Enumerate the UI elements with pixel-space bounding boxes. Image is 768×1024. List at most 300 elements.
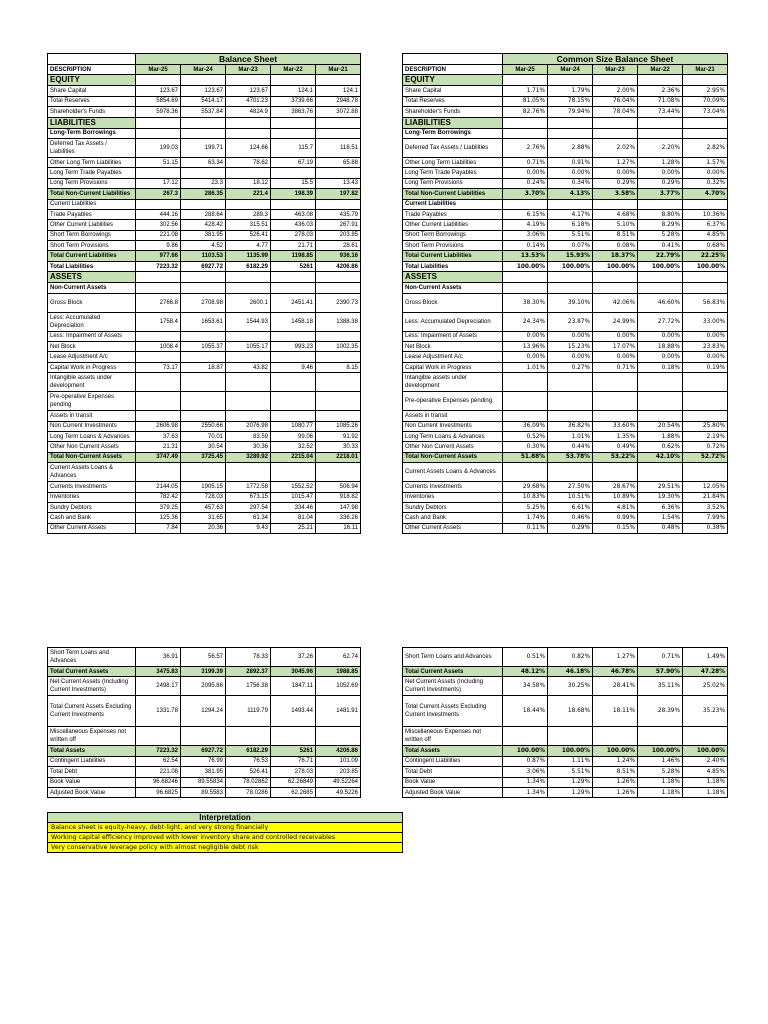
row-value [181,411,226,421]
row-value: 6.36% [638,502,683,512]
title-spacer [403,54,503,65]
interpretation-line: Working capital efficiency improved with lower inventory share and controlled receivables [48,833,403,843]
row-value: 4.85% [683,767,728,777]
row-value: 2095.86 [181,677,226,696]
row-value: 0.00% [503,168,548,178]
row-value [271,128,316,138]
table-row [403,138,728,157]
row-value: 100.00% [683,746,728,756]
row-value [683,727,728,746]
row-value [593,411,638,421]
row-label: Share Capital [48,86,136,96]
row-value: 278.03 [271,767,316,777]
row-label: Total Reserves [403,96,503,106]
row-value [271,392,316,411]
table-row [48,513,361,523]
row-value [136,352,181,362]
row-value: 0.18% [638,362,683,372]
row-label: Long Term Provisions [48,178,136,188]
row-value: 124.66 [226,138,271,157]
row-value: 1.11% [548,756,593,766]
row-value [271,199,316,209]
row-label: Net Current Assets (Including Current Investments) [48,677,136,696]
row-value: 0.00% [548,168,593,178]
row-label: Total Current Liabilities [48,251,136,261]
table-row [403,272,728,283]
row-label: Non Current Investments [48,421,136,431]
table-row [403,482,728,492]
table-row [403,513,728,523]
row-value: 1481.91 [316,696,361,727]
row-label: ASSETS [48,272,136,283]
row-value: 100.00% [503,746,548,756]
row-value [316,411,361,421]
row-value: 52.72% [683,452,728,462]
row-value: 1.18% [683,787,728,797]
column-header: Mar-24 [181,65,226,75]
row-value: 1135.99 [226,251,271,261]
row-value: 0.00% [593,168,638,178]
table-row [403,421,728,431]
row-value: 100.00% [548,261,593,271]
column-header: Mar-25 [503,65,548,75]
row-label: Lease Adjustment A/c [48,352,136,362]
table-row [48,209,361,219]
row-value [136,117,181,128]
row-value: 5.10% [593,220,638,230]
row-value: 5.28% [638,230,683,240]
row-label: Total Non-Current Assets [48,452,136,462]
row-value: 28.39% [638,696,683,727]
row-value: 1002.35 [316,342,361,352]
row-value: 2218.01 [316,452,361,462]
row-value [316,727,361,746]
row-value: 25.80% [683,421,728,431]
row-value [638,272,683,283]
row-value: 28.41% [593,677,638,696]
row-label: Less: Impairment of Assets [403,331,503,341]
row-label: EQUITY [403,75,503,86]
row-value [548,392,593,411]
row-label: Contingent Liabilities [48,756,136,766]
row-value: 15.5 [271,178,316,188]
row-value: 0.08% [593,241,638,251]
row-value: 78.33 [226,648,271,667]
row-value: 82.76% [503,107,548,117]
row-value: 79.94% [548,107,593,117]
row-value: 1.28% [638,157,683,167]
row-value [503,463,548,482]
row-label: Short Term Provisions [403,241,503,251]
row-value [181,463,226,482]
row-value: 2.40% [683,756,728,766]
row-value: 1905.15 [181,482,226,492]
row-value: 0.41% [638,241,683,251]
row-value: 5.25% [503,502,548,512]
table-row [403,312,728,331]
row-value: 506.94 [316,482,361,492]
row-label: Miscellaneous Expenses not written off [403,727,503,746]
row-label: Total Current Liabilities [403,251,503,261]
row-value: 33.60% [593,421,638,431]
row-value: 18.11% [593,696,638,727]
row-value [638,373,683,392]
row-value: 302.56 [136,220,181,230]
row-value: 76.71 [271,756,316,766]
row-value [316,117,361,128]
row-value: 1.88% [638,431,683,441]
row-label: Other Long Term Liabilities [403,157,503,167]
row-value: 203.85 [316,767,361,777]
row-label: Other Long Term Liabilities [48,157,136,167]
row-value: 4701.23 [226,96,271,106]
row-value: 10.83% [503,492,548,502]
row-label: Current Assets Loans & Advances [403,463,503,482]
row-value: 5.28% [638,767,683,777]
row-value [226,331,271,341]
row-value [503,283,548,293]
row-value: 5978.36 [136,107,181,117]
row-value [316,463,361,482]
row-value: 23.83% [683,342,728,352]
row-value: 6.18% [548,220,593,230]
row-label: Lease Adjustment A/c [403,352,503,362]
row-value [181,392,226,411]
row-label: Total Current Assets Excluding Current Investments [403,696,503,727]
row-value: 147.98 [316,502,361,512]
row-value: 2892.37 [226,667,271,677]
row-value [316,331,361,341]
row-value: 22.79% [638,251,683,261]
row-label: Long-Term Borrowings [403,128,503,138]
row-value [226,117,271,128]
table-row [403,189,728,199]
row-value: 7.99% [683,513,728,523]
row-label: Total Non-Current Assets [403,452,503,462]
row-value: 16.11 [316,523,361,533]
row-value: 918.82 [316,492,361,502]
row-value: 0.15% [593,523,638,533]
row-value: 2600.1 [226,293,271,312]
row-value: 4824.9 [226,107,271,117]
row-value: 6182.29 [226,746,271,756]
row-value: 0.00% [548,352,593,362]
row-value: 4.17% [548,209,593,219]
row-value [226,272,271,283]
row-value: 278.03 [271,230,316,240]
row-value: 1015.47 [271,492,316,502]
table-row [403,331,728,341]
table-row [403,251,728,261]
row-value: 1119.79 [226,696,271,727]
table-row [48,696,361,727]
row-value [136,727,181,746]
row-value: 32.52 [271,442,316,452]
row-value [638,392,683,411]
table-row [48,767,361,777]
row-value [548,272,593,283]
row-value [136,392,181,411]
row-value: 1756.38 [226,677,271,696]
row-value: 1.26% [593,777,638,787]
row-value: 1.18% [638,777,683,787]
row-value [136,411,181,421]
table-row [403,696,728,727]
row-value: 70.09% [683,96,728,106]
row-value: 24.34% [503,312,548,331]
row-label: Assets in transit [403,411,503,421]
row-value: 10.36% [683,209,728,219]
row-value: 2.76% [503,138,548,157]
row-value: 118.51 [316,138,361,157]
table-row [48,261,361,271]
row-value [548,128,593,138]
row-value: 46.78% [593,667,638,677]
row-value: 81.04 [271,513,316,523]
row-value: 76.53 [226,756,271,766]
row-value: 297.54 [226,502,271,512]
column-header: Mar-21 [316,65,361,75]
row-value [271,272,316,283]
table-row [48,96,361,106]
row-label: Other Current Assets [403,523,503,533]
row-label: Total Assets [403,746,503,756]
row-value [226,392,271,411]
row-value [593,117,638,128]
row-value [316,168,361,178]
table-row [403,492,728,502]
row-value [683,392,728,411]
row-value: 9.43 [226,523,271,533]
row-value [593,272,638,283]
row-value: 1493.44 [271,696,316,727]
row-value [548,283,593,293]
row-value: 0.00% [593,331,638,341]
row-label: Shareholder's Funds [403,107,503,117]
row-value [503,199,548,209]
row-value: 53.22% [593,452,638,462]
row-label: Inventories [48,492,136,502]
table-row [48,362,361,372]
row-value [638,75,683,86]
table-row [403,178,728,188]
row-value: 100.00% [638,746,683,756]
row-value [271,75,316,86]
row-value [316,392,361,411]
row-value: 1.01% [503,362,548,372]
table-row [403,241,728,251]
table-row [48,189,361,199]
row-value: 4.81% [593,502,638,512]
row-label: Current Liabilities [48,199,136,209]
row-value: 0.00% [683,331,728,341]
row-label: Long Term Trade Payables [48,168,136,178]
row-value [316,128,361,138]
row-value [503,373,548,392]
row-value: 34.58% [503,677,548,696]
table-row [48,157,361,167]
row-value [271,463,316,482]
row-value: 51.15 [136,157,181,167]
row-label: Long Term Loans & Advances [48,431,136,441]
row-value [271,117,316,128]
row-label: Net Block [48,342,136,352]
row-value: 1.34% [503,787,548,797]
row-value: 1103.53 [181,251,226,261]
row-value: 47.28% [683,667,728,677]
row-value: 1.01% [548,431,593,441]
row-label: Current Liabilities [403,199,503,209]
row-value: 99.06 [271,431,316,441]
row-label: Total Liabilities [48,261,136,271]
row-value [503,128,548,138]
table-row [403,667,728,677]
row-value: 31.65 [181,513,226,523]
row-value: 1388.38 [316,312,361,331]
table-row [403,107,728,117]
row-value: 1.57% [683,157,728,167]
row-value: 0.82% [548,648,593,667]
row-value [181,199,226,209]
table-row [48,411,361,421]
row-value: 1.26% [593,787,638,797]
column-header: Mar-21 [683,65,728,75]
row-label: Total Current Assets Excluding Current Investments [48,696,136,727]
row-value: 2390.73 [316,293,361,312]
row-value: 2.88% [548,138,593,157]
table-row [403,727,728,746]
table-row [48,727,361,746]
row-value: 18.37% [593,251,638,261]
row-label: Currents Investments [403,482,503,492]
balance-sheet-table [47,53,361,534]
row-value: 49.5226 [316,787,361,797]
row-value: 2144.05 [136,482,181,492]
table-row [48,777,361,787]
row-value: 8.51% [593,767,638,777]
row-value: 0.49% [593,442,638,452]
row-value [503,75,548,86]
row-label: Non Current Investments [403,421,503,431]
row-value: 49.52264 [316,777,361,787]
row-label: Adjusted Book Value [403,787,503,797]
table-row [48,178,361,188]
table-row [403,787,728,797]
table-title: Balance Sheet [136,54,361,65]
row-value: 379.25 [136,502,181,512]
row-label: Shareholder's Funds [48,107,136,117]
row-value: 334.46 [271,502,316,512]
row-value: 4.70% [683,189,728,199]
row-value [271,411,316,421]
row-value: 13.43 [316,178,361,188]
row-value: 444.16 [136,209,181,219]
table-row [403,502,728,512]
row-value: 73.44% [638,107,683,117]
row-value [683,117,728,128]
row-value: 123.67 [226,86,271,96]
row-value: 1544.93 [226,312,271,331]
row-value: 4.85% [683,230,728,240]
row-label: Short Term Borrowings [403,230,503,240]
row-label: Other Non Current Assets [403,442,503,452]
row-value [316,199,361,209]
row-value: 30.54 [181,442,226,452]
row-value: 1085.26 [316,421,361,431]
row-value [136,283,181,293]
row-value: 993.23 [271,342,316,352]
row-value [638,411,683,421]
row-value [271,283,316,293]
row-label: Contingent Liabilities [403,756,503,766]
column-header: Mar-23 [226,65,271,75]
row-value [181,117,226,128]
row-value: 7.84 [136,523,181,533]
row-label: Capital Work in Progress [403,362,503,372]
row-value: 3725.45 [181,452,226,462]
row-value: 1772.58 [226,482,271,492]
row-value: 20.54% [638,421,683,431]
row-value: 2.02% [593,138,638,157]
row-value: 221.4 [226,189,271,199]
table-row [48,86,361,96]
row-value: 78.02862 [226,777,271,787]
row-value: 2076.98 [226,421,271,431]
table-row [48,138,361,157]
table-row [48,502,361,512]
row-value: 46.60% [638,293,683,312]
row-value: 3.70% [503,189,548,199]
row-value: 18.87 [181,362,226,372]
row-value: 3747.49 [136,452,181,462]
row-value: 7223.32 [136,746,181,756]
row-value: 51.88% [503,452,548,462]
title-spacer [48,54,136,65]
row-value [503,392,548,411]
row-value: 91.92 [316,431,361,441]
row-value: 0.51% [503,648,548,667]
row-value: 3739.66 [271,96,316,106]
row-label: Less: Impairment of Assets [48,331,136,341]
row-value: 19.30% [638,492,683,502]
row-value [181,75,226,86]
row-label: Intangible assets under development [48,373,136,392]
row-value: 463.08 [271,209,316,219]
row-value: 56.83% [683,293,728,312]
row-label: Currents Investments [48,482,136,492]
row-value [136,75,181,86]
row-value [593,463,638,482]
row-value: 0.30% [503,442,548,452]
row-label: Total Current Assets [403,667,503,677]
table-row [403,168,728,178]
table-row [403,75,728,86]
row-value [181,283,226,293]
table-row [48,75,361,86]
description-header: DESCRIPTION [403,65,503,75]
row-value: 2766.8 [136,293,181,312]
table-row [403,411,728,421]
row-value: 0.32% [683,178,728,188]
row-value: 0.00% [683,352,728,362]
row-value: 199.03 [136,138,181,157]
row-value: 0.71% [593,362,638,372]
row-value: 100.00% [683,261,728,271]
row-value: 124.1 [271,86,316,96]
row-value [271,331,316,341]
row-value: 0.68% [683,241,728,251]
row-value: 2.36% [638,86,683,96]
